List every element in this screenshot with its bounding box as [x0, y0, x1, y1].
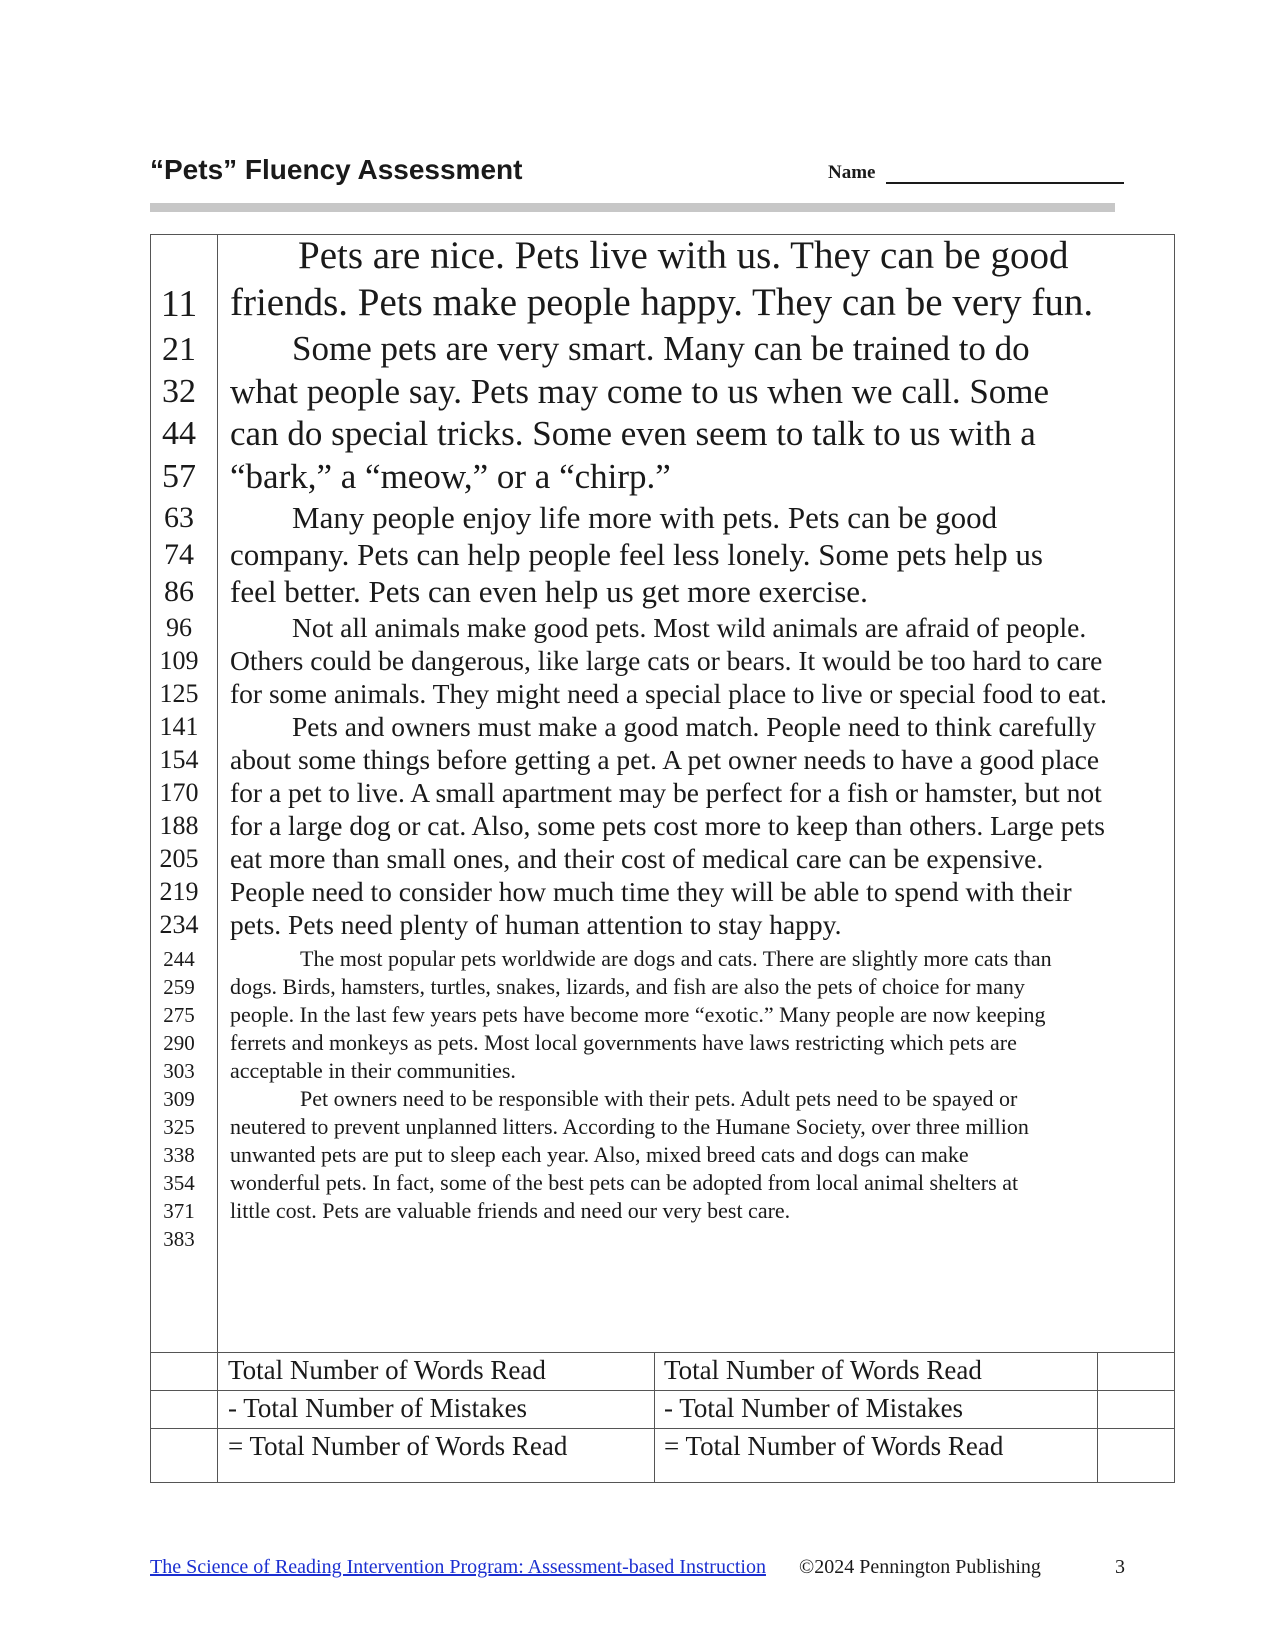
header-divider — [150, 203, 1115, 212]
word-count: 154 — [159, 745, 199, 774]
column-divider — [1097, 1352, 1098, 1483]
word-count: 338 — [163, 1143, 195, 1167]
passage-line: The most popular pets worldwide are dogs and cats. There are slightly more cats than — [300, 946, 1052, 971]
passage-line: Pets and owners must make a good match. People need to think carefully — [292, 711, 1097, 742]
passage-line: what people say. Pets may come to us when we call. Some — [230, 372, 1050, 411]
word-count: 325 — [163, 1115, 195, 1139]
passage-line: unwanted pets are put to sleep each year. Also, mixed breed cats and dogs can make — [230, 1142, 969, 1167]
passage-line: friends. Pets make people happy. They can be very fun. — [230, 281, 1094, 324]
passage-line: feel better. Pets can even help us get more exercise. — [230, 574, 868, 609]
word-count: 44 — [162, 415, 196, 452]
passage-line: Others could be dangerous, like large cats or bears. It would be too hard to care — [230, 645, 1103, 676]
passage-line: company. Pets can help people feel less lonely. Some pets help us — [230, 537, 1043, 572]
program-link[interactable]: The Science of Reading Intervention Program: Assessment-based Instruction — [150, 1556, 766, 1578]
word-count: 309 — [163, 1087, 195, 1111]
passage-line: Not all animals make good pets. Most wild animals are afraid of people. — [292, 612, 1087, 643]
passage-line: little cost. Pets are valuable friends and need our very best care. — [230, 1198, 791, 1223]
word-count: 290 — [163, 1031, 195, 1055]
page-title: “Pets” Fluency Assessment — [150, 154, 523, 185]
word-count: 275 — [163, 1003, 195, 1027]
word-count: 354 — [163, 1171, 195, 1195]
word-count: 244 — [163, 947, 195, 971]
passage-line: “bark,” a “meow,” or a “chirp.” — [230, 457, 671, 496]
word-count: 21 — [162, 331, 196, 368]
passage-line: dogs. Birds, hamsters, turtles, snakes, lizards, and fish are also the pets of choice for many — [230, 974, 1025, 999]
total-words-read-label: Total Number of Words Read — [664, 1355, 982, 1385]
word-count: 125 — [159, 679, 199, 708]
page-number: 3 — [1115, 1556, 1125, 1578]
word-count: 205 — [159, 844, 199, 873]
word-count: 303 — [163, 1059, 195, 1083]
total-correct-words-label: = Total Number of Words Read — [228, 1431, 568, 1461]
word-count: 383 — [163, 1227, 195, 1251]
passage-line: People need to consider how much time they will be able to spend with their — [230, 876, 1072, 907]
passage-line: for a pet to live. A small apartment may be perfect for a fish or hamster, but not — [230, 777, 1102, 808]
word-count: 86 — [164, 575, 194, 608]
passage-line: Some pets are very smart. Many can be trained to do — [292, 329, 1030, 368]
passage-line: people. In the last few years pets have become more “exotic.” Many people are now keeping — [230, 1002, 1046, 1027]
word-count: 259 — [163, 975, 195, 999]
word-count: 109 — [159, 646, 199, 675]
passage-line: ferrets and monkeys as pets. Most local governments have laws restricting which pets are — [230, 1030, 1017, 1055]
name-blank-line[interactable] — [886, 182, 1124, 184]
total-mistakes-label: - Total Number of Mistakes — [228, 1393, 528, 1423]
passage-line: pets. Pets need plenty of human attention to stay happy. — [230, 909, 842, 940]
total-mistakes-label: - Total Number of Mistakes — [664, 1393, 964, 1423]
word-count: 96 — [166, 613, 192, 642]
word-count: 141 — [159, 712, 199, 741]
passage-line: for a large dog or cat. Also, some pets cost more to keep than others. Large pets — [230, 810, 1105, 841]
word-count: 170 — [159, 778, 199, 807]
row-divider — [150, 1428, 1175, 1429]
passage-line: about some things before getting a pet. A pet owner needs to have a good place — [230, 744, 1100, 775]
word-count: 32 — [162, 373, 196, 410]
word-count: 74 — [164, 538, 194, 571]
name-label: Name — [828, 162, 876, 183]
total-words-read-label: Total Number of Words Read — [228, 1355, 546, 1385]
word-count: 371 — [163, 1199, 195, 1223]
word-count: 219 — [159, 877, 199, 906]
total-correct-words-label: = Total Number of Words Read — [664, 1431, 1004, 1461]
passage-line: neutered to prevent unplanned litters. According to the Humane Society, over three million — [230, 1114, 1029, 1139]
passage-line: eat more than small ones, and their cost of medical care can be expensive. — [230, 843, 1044, 874]
word-count: 63 — [164, 501, 194, 534]
passage-line: Pets are nice. Pets live with us. They can be good — [298, 234, 1069, 277]
passage-line: for some animals. They might need a special place to live or special food to eat. — [230, 678, 1107, 709]
column-divider — [654, 1352, 655, 1483]
totals-divider — [150, 1352, 1175, 1353]
passage-line: Many people enjoy life more with pets. Pets can be good — [292, 500, 998, 535]
copyright-text: ©2024 Pennington Publishing — [799, 1556, 1041, 1578]
passage-line: Pet owners need to be responsible with their pets. Adult pets need to be spayed or — [300, 1086, 1018, 1111]
word-count: 57 — [162, 458, 196, 495]
passage-line: can do special tricks. Some even seem to talk to us with a — [230, 414, 1036, 453]
word-count: 188 — [159, 811, 199, 840]
passage-line: wonderful pets. In fact, some of the best pets can be adopted from local animal shelters at — [230, 1170, 1019, 1195]
row-divider — [150, 1390, 1175, 1391]
word-count: 234 — [159, 910, 199, 939]
passage-line: acceptable in their communities. — [230, 1058, 516, 1083]
word-count: 11 — [160, 283, 198, 325]
